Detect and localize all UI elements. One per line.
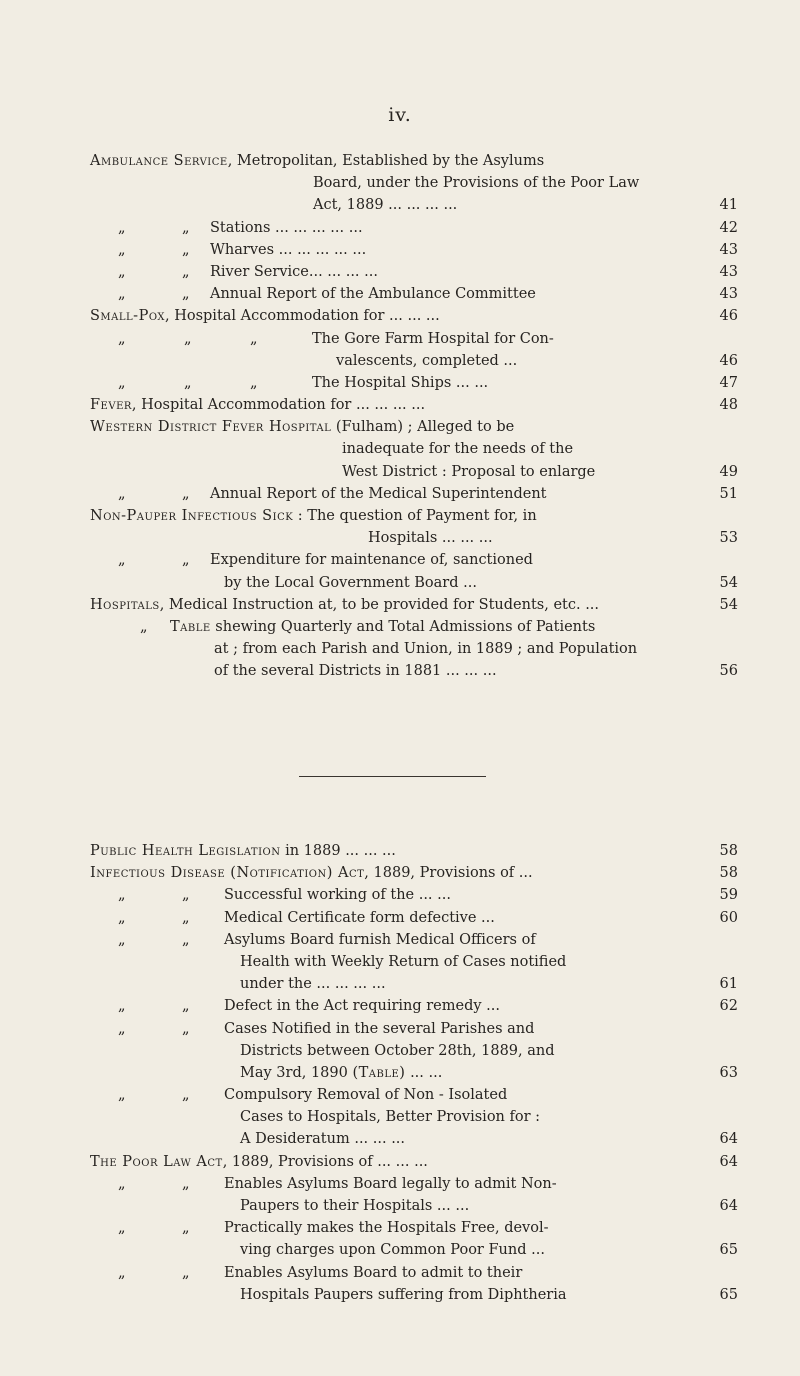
entry-text: Annual Report of the Medical Superintendent [210,485,547,502]
entry-heading: Ambulance Service [90,153,228,169]
page-ref: 64 [719,1131,738,1148]
index-entry-continuation [90,461,738,483]
ditto-mark: „ [118,1264,126,1281]
index-entry [90,328,738,350]
entry-text: Hospitals ... ... ... [368,530,493,547]
entry-text: , Hospital Accommodation for ... ... ... ... [131,397,426,414]
index-entry [90,549,738,571]
page-ref: 56 [719,663,738,680]
entry-text: shewing Quarterly and Total Admissions of Patients [210,618,596,635]
entry-text: (Fulham) ; Alleged to be [331,419,515,436]
entry-text: , Metropolitan, Established by the Asylums [227,153,545,169]
ditto-mark: „ [118,241,126,258]
index-entry [90,929,738,951]
entry-heading: Table [170,618,211,635]
index-entry-continuation [90,1128,738,1150]
page-ref: 41 [719,197,738,214]
ditto-mark: „ [118,263,126,280]
page-ref: 64 [719,1198,738,1214]
index-entry [90,907,738,929]
page-ref: 43 [719,286,738,303]
index-entry [90,394,738,416]
entry-text: : The question of Payment for, in [293,508,537,524]
index-entry [90,239,738,261]
entry-text: Expenditure for maintenance of, sanctioned [210,552,533,569]
index-entry [90,305,738,327]
entry-text: Medical Certificate form defective ... [224,909,495,926]
index-entry-continuation [90,1040,738,1062]
index-entry [90,616,738,638]
ditto-mark: „ [182,219,190,236]
page-ref: 58 [719,865,738,882]
entry-text: ving charges upon Common Poor Fund ... [240,1242,545,1259]
entry-text: by the Local Government Board ... [224,574,477,591]
page-ref: 54 [719,596,738,613]
entry-text: ... ... [405,1064,443,1081]
entry-text: inadequate for the needs of the [342,441,574,458]
index-section-1 [90,150,738,683]
ditto-mark: „ [118,286,126,303]
ditto-mark: „ [140,618,148,635]
index-entry-continuation [90,438,738,460]
index-entry [90,505,738,527]
entry-text: in 1889 ... ... ... [280,843,396,859]
entry-heading: Hospitals [90,596,160,613]
index-entry-continuation [90,638,738,660]
index-entry-continuation [90,973,738,995]
index-entry [90,372,738,394]
index-entry-continuation [90,1284,738,1306]
entry-heading: Small-Pox [90,308,165,325]
entry-text: Annual Report of the Ambulance Committee [210,286,536,303]
index-entry [90,1173,738,1195]
ditto-mark: „ [182,263,190,280]
entry-text: Enables Asylums Board legally to admit Non- [224,1175,557,1192]
index-entry-continuation [90,527,738,549]
page-ref: 65 [719,1286,738,1303]
ditto-mark: „ [182,909,190,926]
page-ref: 54 [719,574,738,591]
entry-text: River Service... ... ... ... [210,263,378,280]
ditto-mark: „ [118,219,126,236]
ditto-mark: „ [118,887,126,904]
entry-heading: (Table) [352,1064,406,1081]
index-entry [90,283,738,305]
entry-text: Hospitals Paupers suffering from Diphtheria [240,1286,567,1303]
entry-text: under the ... ... ... ... [240,976,386,993]
index-entry [90,1151,738,1173]
index-entry [90,594,738,616]
index-entry [90,884,738,906]
ditto-mark: „ [118,1087,126,1104]
entry-heading: Infectious Disease (Notification) Act [90,865,365,882]
entry-text: Stations ... ... ... ... ... [210,219,363,236]
entry-text: of the several Districts in 1881 ... ... ... [214,663,497,680]
page-ref: 64 [719,1153,738,1170]
section-divider [299,776,486,777]
index-entry-continuation [90,951,738,973]
entry-text: Compulsory Removal of Non - Isolated [224,1087,508,1104]
index-entry [90,840,738,862]
entry-text: Districts between October 28th, 1889, and [240,1042,555,1059]
entry-text: Act, 1889 ... ... ... ... [313,197,458,214]
ditto-mark: „ [182,286,190,303]
page-ref: 63 [719,1064,738,1081]
index-entry-continuation [90,1106,738,1128]
entry-text: Practically makes the Hospitals Free, devol- [224,1220,549,1237]
page-ref: 46 [719,352,738,369]
ditto-mark: „ [182,552,190,569]
ditto-mark: „ [118,909,126,926]
entry-text: at ; from each Parish and Union, in 1889 ; and Population [214,641,638,658]
page-ref: 47 [719,374,738,391]
entry-text: Asylums Board furnish Medical Officers of [224,931,536,948]
entry-text: The Hospital Ships ... ... [312,374,489,391]
page-ref: 43 [719,241,738,258]
index-entry-continuation [90,350,738,372]
ditto-mark: „ [184,330,192,347]
index-entry [90,483,738,505]
index-entry [90,1018,738,1040]
index-entry-continuation [90,1062,738,1084]
index-entry-continuation [90,172,738,194]
index-entry-continuation [90,660,738,682]
entry-text: Wharves ... ... ... ... ... [210,241,367,258]
ditto-mark: „ [182,241,190,258]
entry-heading: Public Health Legislation [90,843,281,859]
ditto-mark: „ [118,485,126,502]
entry-heading: The Poor Law Act [90,1153,223,1170]
ditto-mark: „ [182,1264,190,1281]
entry-text: A Desideratum ... ... ... [240,1131,406,1148]
entry-text: , Hospital Accommodation for ... ... ... [164,308,440,325]
entry-heading: Western District Fever Hospital [90,419,332,436]
ditto-mark: „ [118,1020,126,1037]
entry-text: valescents, completed ... [336,352,518,369]
index-entry [90,1217,738,1239]
ditto-mark: „ [182,1020,190,1037]
index-entry [90,416,738,438]
ditto-mark: „ [250,330,258,347]
index-section-2 [90,840,738,1306]
entry-text: , 1889, Provisions of ... [364,865,533,882]
index-entry [90,1262,738,1284]
index-entry-continuation [90,1239,738,1261]
page-ref: 49 [719,463,738,480]
page-ref: 43 [719,263,738,280]
ditto-mark: „ [118,1220,126,1237]
entry-text: Board, under the Provisions of the Poor Law [313,175,640,192]
entry-text: Cases to Hospitals, Better Provision for : [240,1109,541,1126]
page-ref: 60 [719,909,738,926]
entry-text: The Gore Farm Hospital for Con- [312,330,554,347]
page-ref: 62 [719,998,738,1015]
ditto-mark: „ [118,931,126,948]
index-entry [90,995,738,1017]
page-ref: 65 [719,1242,738,1259]
entry-heading: Non-Pauper Infectious Sick [90,508,294,524]
index-entry [90,217,738,239]
entry-text: Enables Asylums Board to admit to their [224,1264,523,1281]
page-ref: 42 [719,219,738,236]
index-entry [90,261,738,283]
ditto-mark: „ [118,374,126,391]
ditto-mark: „ [182,1087,190,1104]
ditto-mark: „ [182,887,190,904]
ditto-mark: „ [118,998,126,1015]
entry-text: Successful working of the ... ... [224,887,451,904]
index-entry-continuation [90,194,738,216]
ditto-mark: „ [118,552,126,569]
ditto-mark: „ [118,330,126,347]
ditto-mark: „ [118,1175,126,1192]
entry-text: West District : Proposal to enlarge [342,463,596,480]
page-number: iv. [388,104,412,126]
ditto-mark: „ [182,998,190,1015]
page-ref: 48 [719,397,738,414]
page-ref: 59 [719,887,738,904]
entry-text: , Medical Instruction at, to be provided for Students, etc. ... [159,596,600,613]
ditto-mark: „ [250,374,258,391]
ditto-mark: „ [182,485,190,502]
entry-heading: Fever [90,397,132,414]
page-ref: 61 [719,976,738,993]
ditto-mark: „ [182,1220,190,1237]
entry-text: , 1889, Provisions of ... ... ... [222,1153,428,1170]
entry-text: Defect in the Act requiring remedy ... [224,998,501,1015]
index-entry [90,862,738,884]
page-ref: 51 [719,485,738,502]
entry-text: Health with Weekly Return of Cases notified [240,953,567,970]
index-entry-continuation [90,572,738,594]
ditto-mark: „ [182,931,190,948]
entry-text: Paupers to their Hospitals ... ... [240,1198,470,1214]
index-entry-continuation [90,1195,738,1217]
page-ref: 46 [719,308,738,325]
page-ref: 53 [719,530,738,547]
ditto-mark: „ [182,1175,190,1192]
ditto-mark: „ [184,374,192,391]
entry-text: Cases Notified in the several Parishes and [224,1020,535,1037]
index-entry [90,1084,738,1106]
index-entry [90,150,738,172]
entry-text: May 3rd, 1890 [240,1064,348,1081]
page-ref: 58 [719,843,738,859]
